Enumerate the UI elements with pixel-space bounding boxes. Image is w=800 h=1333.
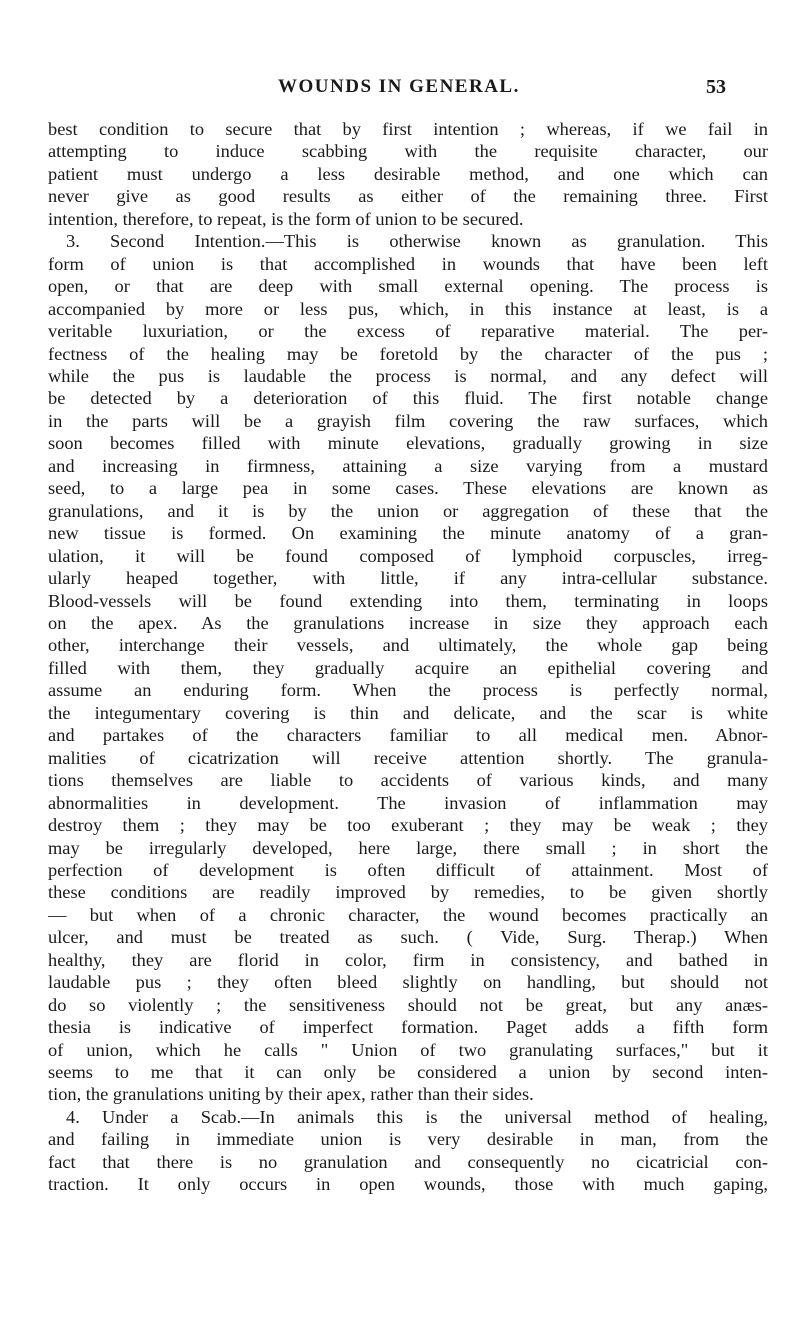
text-line: on the apex. As the granulations increase in size they approach each (48, 612, 768, 633)
text-line: thesia is indicative of imperfect formation. Paget adds a fifth form (48, 1017, 768, 1038)
text-line: ulcer, and must be treated as such. ( Vide, Surg. Therap.) When (48, 927, 768, 948)
text-line: open, or that are deep with small external opening. The process is (48, 276, 768, 297)
text-line: destroy them ; they may be too exuberant ; they may be weak ; they (48, 815, 768, 836)
text-line: and increasing in firmness, attaining a size varying from a mustard (48, 455, 768, 476)
body-text (48, 118, 768, 1196)
text-line: best condition to secure that by first intention ; whereas, if we fail in (48, 119, 768, 139)
text-line: 3. Second Intention.—This is otherwise known as granulation. This (66, 231, 768, 252)
text-line: do so violently ; the sensitiveness should not be great, but any anæs- (48, 994, 768, 1015)
text-line: — but when of a chronic character, the wound becomes practically an (48, 904, 768, 925)
text-line: and partakes of the characters familiar to all medical men. Abnor- (48, 725, 768, 746)
text-line: attempting to induce scabbing with the requisite character, our (48, 141, 768, 162)
text-line: be detected by a deterioration of this fluid. The first notable change (48, 388, 768, 409)
text-line: laudable pus ; they often bleed slightly on handling, but should not (48, 972, 768, 993)
text-line: granulations, and it is by the union or aggregation of these that the (48, 500, 768, 521)
text-line: never give as good results as either of the remaining three. First (48, 186, 768, 207)
text-line: the integumentary covering is thin and delicate, and the scar is white (48, 702, 768, 723)
text-line: these conditions are readily improved by remedies, to be given shortly (48, 882, 768, 903)
text-line: patient must undergo a less desirable method, and one which can (48, 163, 768, 184)
text-line: fectness of the healing may be foretold by the character of the pus ; (48, 343, 768, 364)
text-line: and failing in immediate union is very desirable in man, from the (48, 1129, 768, 1150)
text-line: tion, the granulations uniting by their apex, rather than their sides. (48, 1084, 534, 1105)
text-line: accompanied by more or less pus, which, in this instance at least, is a (48, 298, 768, 319)
page-number: 53 (706, 76, 726, 98)
text-line: intention, therefore, to repeat, is the form of union to be secured. (48, 208, 524, 229)
text-line: ulation, it will be found composed of lymphoid corpuscles, irreg- (48, 545, 768, 566)
text-line: of union, which he calls " Union of two granulating surfaces," but it (48, 1039, 768, 1060)
text-line: traction. It only occurs in open wounds, those with much gaping, (48, 1174, 768, 1195)
text-line: filled with them, they gradually acquire an epithelial covering and (48, 657, 768, 678)
text-line: form of union is that accomplished in wounds that have been left (48, 253, 768, 274)
text-line: new tissue is formed. On examining the minute anatomy of a gran- (48, 523, 768, 544)
text-line: seems to me that it can only be considered a union by second inten- (48, 1062, 768, 1083)
text-line: soon becomes filled with minute elevations, gradually growing in size (48, 433, 768, 454)
text-line: abnormalities in development. The invasion of inflammation may (48, 792, 768, 813)
text-line: tions themselves are liable to accidents of various kinds, and many (48, 770, 768, 791)
text-line: veritable luxuriation, or the excess of reparative material. The per- (48, 321, 768, 342)
text-line: malities of cicatrization will receive attention shortly. The granula- (48, 747, 768, 768)
running-head (0, 76, 800, 106)
text-line: ularly heaped together, with little, if any intra-cellular substance. (48, 568, 768, 589)
text-line: seed, to a large pea in some cases. These elevations are known as (48, 478, 768, 499)
text-line: healthy, they are florid in color, firm in consistency, and bathed in (48, 949, 768, 970)
text-line: while the pus is laudable the process is normal, and any defect will (48, 365, 768, 386)
text-line: may be irregularly developed, here large, there small ; in short the (48, 837, 768, 858)
text-line: in the parts will be a grayish film covering the raw surfaces, which (48, 410, 768, 431)
text-line: Blood-vessels will be found extending into them, terminating in loops (48, 590, 768, 611)
text-line: assume an enduring form. When the process is perfectly normal, (48, 680, 768, 701)
running-head-title: WOUNDS IN GENERAL. (278, 76, 520, 97)
text-line: fact that there is no granulation and consequently no cicatricial con- (48, 1151, 768, 1172)
text-line: 4. Under a Scab.—In animals this is the universal method of healing, (66, 1106, 768, 1127)
text-line: other, interchange their vessels, and ultimately, the whole gap being (48, 635, 768, 656)
text-line: perfection of development is often difficult of attainment. Most of (48, 859, 768, 880)
